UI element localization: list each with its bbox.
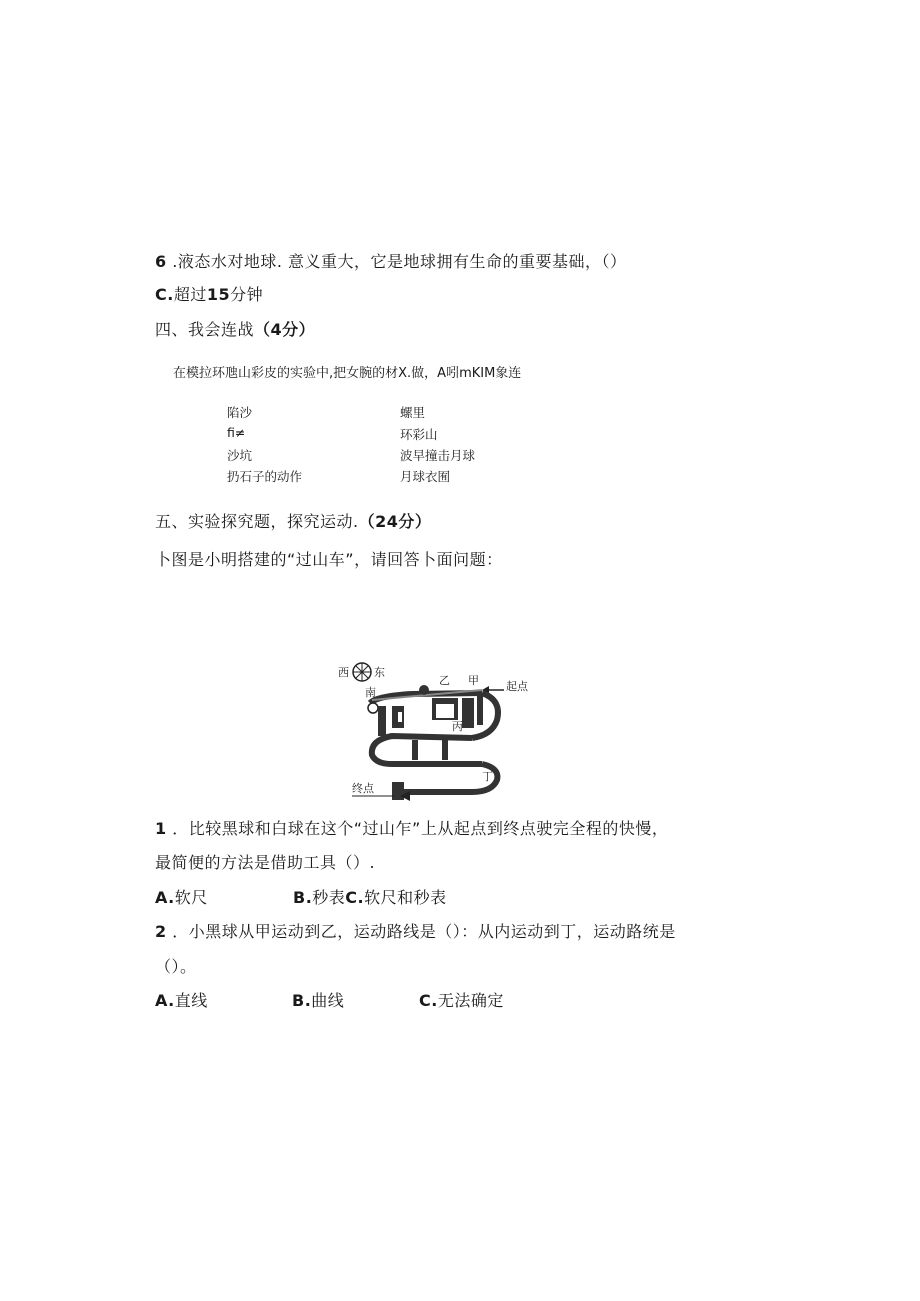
option-letter: C. xyxy=(419,991,438,1010)
section-title-text: 四、我会连战 xyxy=(155,320,255,339)
question-2-option-b xyxy=(292,988,344,1011)
question-6-option-c xyxy=(155,282,263,305)
point-bing-label: 丙 xyxy=(452,720,463,733)
compass-west-label: 西 xyxy=(338,666,349,679)
match-right-1: 螺里 xyxy=(400,405,426,420)
match-left-4: 扔石子的动作 xyxy=(227,469,303,484)
start-label: 起点 xyxy=(506,680,528,693)
section-score: （4分） xyxy=(254,320,316,339)
section-5-intro: 卜图是小明搭建的“过山车”，请回答卜面问题： xyxy=(155,550,503,569)
option-letter: C. xyxy=(155,285,174,304)
question-text: ．小黑球从甲运动到乙，运动路线是（）：从内运动到丁，运动路统是 xyxy=(172,922,676,941)
question-number: 6 xyxy=(155,252,167,271)
question-2-option-a xyxy=(155,988,208,1011)
match-left-1: 陷沙 xyxy=(227,405,253,420)
match-right-2: 环彩山 xyxy=(400,427,438,442)
option-letter: B. xyxy=(292,991,312,1010)
question-1-option-a xyxy=(155,885,208,908)
right-curve-track xyxy=(472,693,498,738)
middle-track xyxy=(372,736,482,764)
question-1 xyxy=(155,816,668,839)
section-4-instruction: 在模拉环虺山彩皮的实验中,把女腕的材X.做，A吲mKIM象连 xyxy=(173,366,522,381)
point-yi-label: 乙 xyxy=(439,674,450,687)
option-letter: B. xyxy=(293,888,313,907)
option-text: 曲线 xyxy=(311,991,345,1010)
point-ding-label: 丁 xyxy=(482,770,493,783)
question-1-line-2: 最简便的方法是借助工具（）. xyxy=(155,853,376,872)
question-1-option-b-c xyxy=(293,885,447,908)
section-score: （24分） xyxy=(358,512,432,531)
end-label: 终点 xyxy=(352,782,374,795)
option-text: 秒表 xyxy=(312,888,346,907)
compass-east-label: 东 xyxy=(374,666,385,679)
section-4-title xyxy=(155,317,315,340)
question-2-option-c xyxy=(419,988,504,1011)
option-text: 直线 xyxy=(174,991,208,1010)
white-ball xyxy=(368,703,378,713)
option-letter: A. xyxy=(155,888,175,907)
question-number: 1 xyxy=(155,819,167,838)
option-letter: A. xyxy=(155,991,175,1010)
option-text: 软尺 xyxy=(174,888,208,907)
match-right-4: 月球衣囿 xyxy=(400,469,451,484)
match-right-3: 波早撞击月球 xyxy=(400,448,476,463)
match-left-3: 沙坑 xyxy=(227,448,253,463)
section-title-text: 五、实验探究题，探究运动. xyxy=(155,512,359,531)
question-6 xyxy=(155,249,627,272)
roller-coaster-figure xyxy=(332,660,532,805)
option-text-rest: 分钟 xyxy=(230,285,264,304)
question-text: ．比较黑球和白球在这个“过山乍”上从起点到终点驶完全程的快慢， xyxy=(172,819,669,838)
compass-south-label: 南 xyxy=(365,686,376,699)
match-left-2: fi≠ xyxy=(227,425,246,440)
compass-icon xyxy=(353,663,371,681)
question-number: 2 xyxy=(155,922,167,941)
option-text: 无法确定 xyxy=(437,991,504,1010)
point-jia-label: 甲 xyxy=(468,674,479,687)
question-2-line-2: （）。 xyxy=(155,957,197,976)
section-5-title xyxy=(155,509,431,532)
question-2 xyxy=(155,919,676,942)
black-ball xyxy=(419,685,429,695)
option-text: 超过 xyxy=(173,285,207,304)
option-letter: C. xyxy=(345,888,365,907)
option-number: 15 xyxy=(206,285,231,304)
question-text: .液态水对地球. 意义重大，它是地球拥有生命的重要基础，（） xyxy=(172,252,627,271)
option-text: 软尺和秒表 xyxy=(364,888,447,907)
